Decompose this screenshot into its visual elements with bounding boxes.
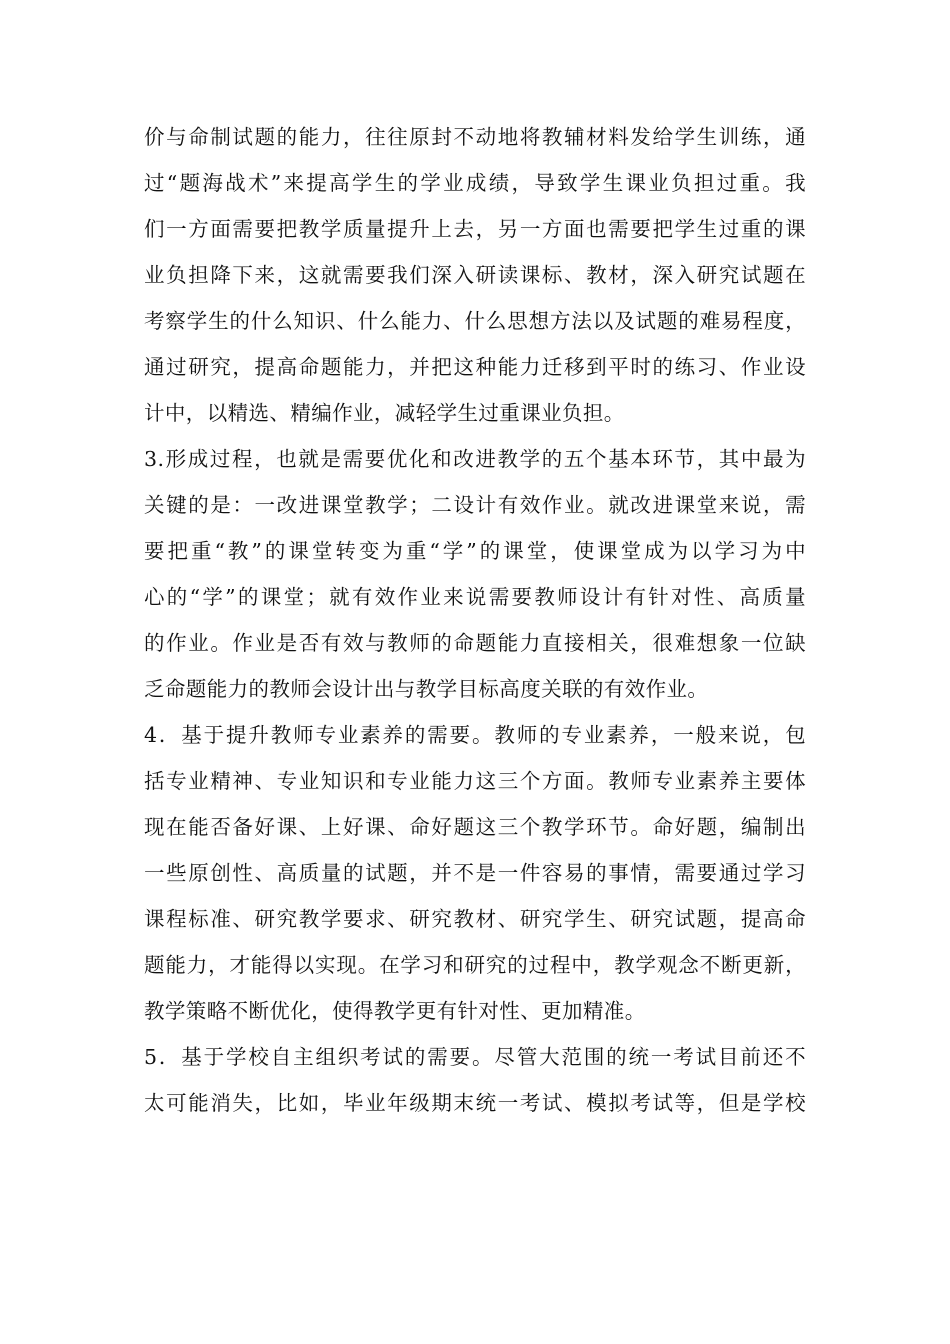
text-line: 考察学生的什么知识、什么能力、什么思想方法以及试题的难易程度， [144, 309, 806, 333]
text-line: 现在能否备好课、上好课、命好题这三个教学环节。命好题，编制出 [144, 815, 806, 839]
text-line: 题能力，才能得以实现。在学习和研究的过程中，教学观念不断更新， [144, 953, 806, 977]
text-line: 计中，以精选、精编作业，减轻学生过重课业负担。 [144, 401, 625, 425]
text-line: 4．基于提升教师专业素养的需要。教师的专业素养，一般来说，包 [144, 723, 806, 747]
text-line: 5．基于学校自主组织考试的需要。尽管大范围的统一考试目前还不 [144, 1045, 806, 1069]
text-line: 关键的是：一改进课堂教学；二设计有效作业。就改进课堂来说，需 [144, 493, 806, 517]
text-line: 的作业。作业是否有效与教师的命题能力直接相关，很难想象一位缺 [144, 631, 806, 655]
text-line: 过“题海战术”来提高学生的学业成绩，导致学生课业负担过重。我 [144, 171, 806, 195]
text-line: 通过研究，提高命题能力，并把这种能力迁移到平时的练习、作业设 [144, 355, 806, 379]
text-line: 业负担降下来，这就需要我们深入研读课标、教材，深入研究试题在 [144, 263, 806, 287]
text-line: 一些原创性、高质量的试题，并不是一件容易的事情，需要通过学习 [144, 861, 806, 885]
text-line: 心的“学”的课堂；就有效作业来说需要教师设计有针对性、高质量 [144, 585, 806, 609]
text-line: 3.形成过程，也就是需要优化和改进教学的五个基本环节，其中最为 [144, 447, 806, 471]
text-line: 课程标准、研究教学要求、研究教材、研究学生、研究试题，提高命 [144, 907, 806, 931]
text-line: 价与命制试题的能力，往往原封不动地将教辅材料发给学生训练，通 [144, 125, 806, 149]
text-line: 们一方面需要把教学质量提升上去，另一方面也需要把学生过重的课 [144, 217, 806, 241]
text-line: 要把重“教”的课堂转变为重“学”的课堂，使课堂成为以学习为中 [144, 539, 806, 563]
text-line: 太可能消失，比如，毕业年级期末统一考试、模拟考试等，但是学校 [144, 1091, 806, 1115]
text-line: 括专业精神、专业知识和专业能力这三个方面。教师专业素养主要体 [144, 769, 806, 793]
text-line: 乏命题能力的教师会设计出与教学目标高度关联的有效作业。 [144, 677, 709, 701]
text-line: 教学策略不断优化，使得教学更有针对性、更加精准。 [144, 999, 646, 1023]
